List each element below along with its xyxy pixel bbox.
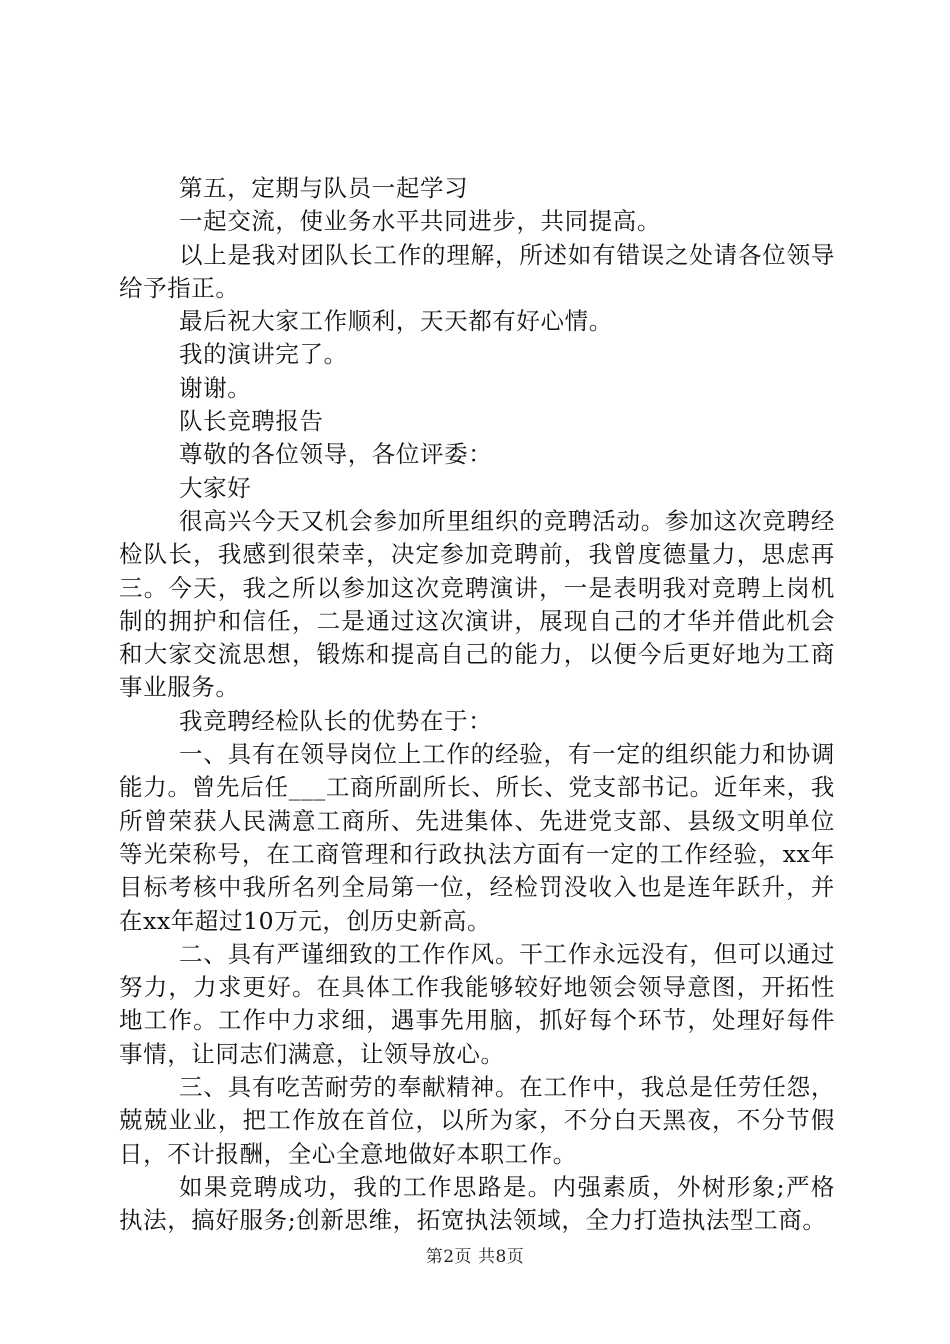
greeting: 大家好 <box>179 473 252 502</box>
document-body <box>119 172 835 1238</box>
paragraph: 谢谢。 <box>179 373 252 402</box>
paragraph: 以上是我对团队长工作的理解，所述如有错误之处请各位领导给予指正。 <box>119 240 835 302</box>
paragraph: 如果竞聘成功，我的工作思路是。内强素质，外树形象;严格执法，搞好服务;创新思维，拓宽执法领域，全力打造执法型工商。 <box>119 1172 835 1235</box>
paragraph: 一、具有在领导岗位上工作的经验，有一定的组织能力和协调能力。曾先后任___工商所副所长、所长、党支部书记。近年来，我所曾荣获人民满意工商所、先进集体、先进党支部、县级文明单位等光荣称号，在工商管理和行政执法方面有一定的工作经验，xx年目标考核中我所名列全局第一位，经检罚没收入也是连年跃升，并在xx年超过10万元，创历史新高。 <box>119 740 835 935</box>
paragraph: 我竞聘经检队长的优势在于： <box>179 706 493 735</box>
paragraph: 我的演讲完了。 <box>179 340 348 369</box>
page-number: 第2页 共8页 <box>425 1247 525 1267</box>
section-heading: 队长竞聘报告 <box>179 407 324 436</box>
paragraph: 三、具有吃苦耐劳的奉献精神。在工作中，我总是任劳任怨，兢兢业业，把工作放在首位，以所为家，不分白天黑夜，不分节假日，不计报酬，全心全意地做好本职工作。 <box>119 1073 835 1168</box>
salutation: 尊敬的各位领导，各位评委： <box>179 440 493 469</box>
paragraph: 很高兴今天又机会参加所里组织的竞聘活动。参加这次竞聘经检队长，我感到很荣幸，决定参加竞聘前，我曾度德量力，思虑再三。今天，我之所以参加这次竞聘演讲，一是表明我对竞聘上岗机制的拥护和信任，二是通过这次演讲，展现自己的才华并借此机会和大家交流思想，锻炼和提高自己的能力，以便今后更好地为工商事业服务。 <box>119 506 835 702</box>
paragraph: 二、具有严谨细致的工作作风。干工作永远没有，但可以通过努力，力求更好。在具体工作我能够较好地领会领导意图，开拓性地工作。工作中力求细，遇事先用脑，抓好每个环节，处理好每件事情，让同志们满意，让领导放心。 <box>119 939 835 1068</box>
paragraph: 第五，定期与队员一起学习 <box>179 174 469 202</box>
paragraph: 一起交流，使业务水平共同进步，共同提高。 <box>179 207 661 236</box>
paragraph: 最后祝大家工作顺利，天天都有好心情。 <box>179 307 613 336</box>
